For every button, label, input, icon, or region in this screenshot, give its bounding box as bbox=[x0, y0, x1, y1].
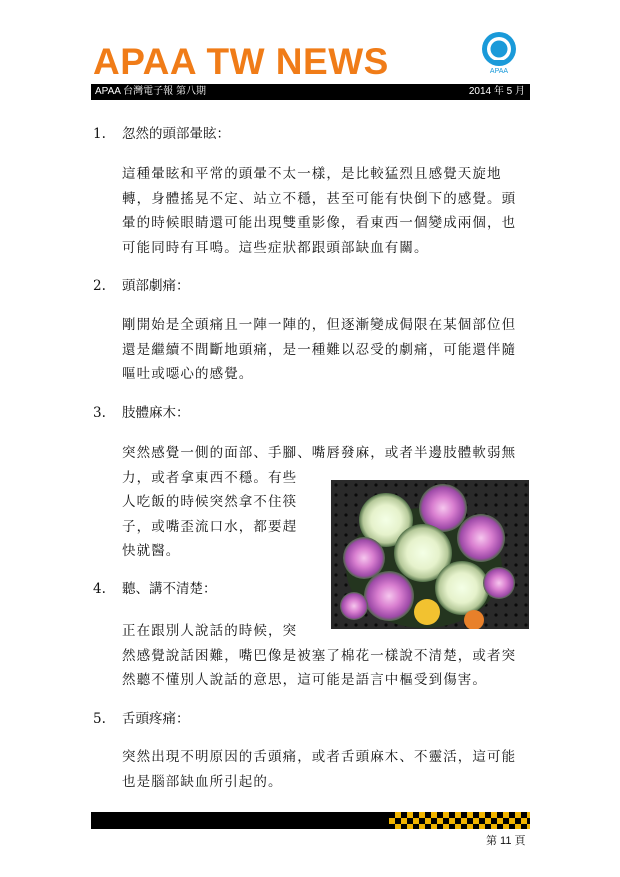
section-heading bbox=[93, 403, 190, 423]
section-paragraph bbox=[122, 619, 532, 693]
issue-date: 2014 年 5 月 bbox=[468, 86, 525, 97]
paragraph-line: 然感覺說話困難，嘴巴像是被塞了棉花一樣說不清楚，或者突 bbox=[122, 647, 517, 664]
paragraph-line: 嘔吐或噁心的感覺。 bbox=[122, 366, 254, 383]
section-paragraph bbox=[122, 162, 532, 260]
section-heading bbox=[93, 276, 190, 296]
page-number: 第 11 頁 bbox=[486, 835, 526, 847]
flower-photo bbox=[331, 480, 529, 629]
section-paragraph bbox=[122, 745, 532, 794]
paragraph-line: 剛開始是全頭痛且一陣一陣的，但逐漸變成侷限在某個部位但 bbox=[122, 317, 517, 333]
apaa-logo-icon bbox=[479, 30, 519, 75]
paragraph-line: 暈的時候眼睛還可能出現雙重影像，看東西一個變成兩個，也 bbox=[122, 215, 517, 232]
paragraph-line: 轉，身體搖晃不定、站立不穩，甚至可能有快倒下的感覺。頭 bbox=[122, 190, 517, 207]
masthead-title: APAA TW NEWS bbox=[93, 41, 389, 82]
paragraph-line: 突然感覺一側的面部、手腳、嘴唇發麻，或者半邊肢體軟弱無 bbox=[122, 445, 517, 461]
paragraph-line: 子，或嘴歪流口水，都要趕 bbox=[122, 518, 298, 535]
section-title: 忽然的頭部暈眩： bbox=[122, 126, 230, 142]
section-number: 5. bbox=[93, 711, 106, 727]
paragraph-line: 快就醫。 bbox=[122, 543, 181, 560]
paragraph-line: 可能同時有耳鳴。這些症狀都跟頭部缺血有關。 bbox=[122, 239, 429, 256]
section-number: 4. bbox=[93, 581, 106, 597]
paragraph-line: 力，或者拿東西不穩。有些 bbox=[122, 469, 298, 486]
section-title: 肢體麻木： bbox=[122, 405, 190, 421]
section-heading bbox=[93, 579, 217, 599]
paragraph-line: 也是腦部缺血所引起的。 bbox=[122, 773, 283, 790]
section-heading bbox=[93, 124, 230, 144]
section-title: 舌頭疼痛： bbox=[122, 711, 190, 727]
section-title: 聽、講不清楚： bbox=[122, 581, 217, 597]
section-heading bbox=[93, 709, 190, 729]
header-bar bbox=[91, 84, 530, 100]
paragraph-line: 然聽不懂別人說話的意思，這可能是語言中樞受到傷害。 bbox=[122, 672, 487, 689]
section-title: 頭部劇痛： bbox=[122, 278, 190, 294]
paragraph-line: 人吃飯的時候突然拿不住筷 bbox=[122, 494, 298, 511]
issue-label: APAA 台灣電子報 第八期 bbox=[95, 86, 206, 97]
section-number: 2. bbox=[93, 278, 106, 294]
section-paragraph bbox=[122, 313, 532, 387]
logo-text: APAA bbox=[489, 68, 509, 75]
paragraph-line: 突然出現不明原因的舌頭痛，或者舌頭麻木、不靈活，這可能 bbox=[122, 749, 517, 765]
paragraph-line: 正在跟別人說話的時候，突 bbox=[122, 623, 298, 639]
section-number: 3. bbox=[93, 405, 106, 421]
paragraph-line: 這種暈眩和平常的頭暈不太一樣，是比較猛烈且感覺天旋地 bbox=[122, 166, 502, 182]
footer-checker-pattern bbox=[389, 812, 530, 829]
section-number: 1. bbox=[93, 126, 106, 142]
paragraph-line: 還是繼續不間斷地頭痛，是一種難以忍受的劇痛，可能還伴隨 bbox=[122, 341, 517, 358]
